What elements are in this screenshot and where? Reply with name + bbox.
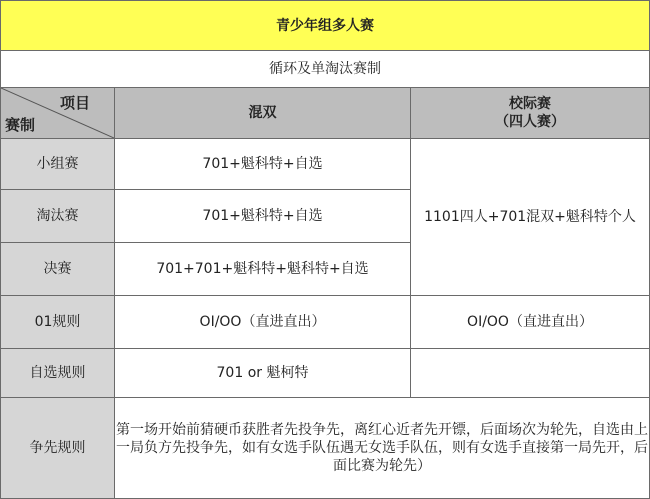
inter-school-header — [411, 88, 650, 139]
table-row — [1, 296, 650, 349]
table-row — [1, 139, 650, 190]
row-label-01-rules: 01规则 — [1, 296, 115, 349]
row-label-group-stage: 小组赛 — [1, 139, 115, 190]
corner-header-cell — [1, 88, 115, 139]
table-row — [1, 349, 650, 398]
format-header-label: 赛制 — [5, 116, 36, 134]
inter-school-header-line1: 校际赛 — [509, 96, 551, 112]
item-header-label: 项目 — [59, 94, 90, 112]
table-row — [1, 398, 650, 499]
cell-choice-rules-inter-empty — [411, 349, 650, 398]
cell-first-throw-rules-text: 第一场开始前猜硬币获胜者先投争先，离红心近者先开镖，后面场次为轮先，自选由上一局负方先投争先，如有女选手队伍遇无女选手队伍，则有女选手直接第一局先开，后面比赛为轮先） — [115, 398, 650, 499]
row-label-knockout: 淘汰赛 — [1, 190, 115, 243]
cell-final-mixed: 701+701+魁科特+魁科特+自选 — [115, 243, 411, 296]
table-title: 青少年组多人赛 — [1, 1, 650, 51]
table-subtitle: 循环及单淘汰赛制 — [1, 51, 650, 88]
header-row — [1, 88, 650, 139]
cell-01-rules-inter: OI/OO（直进直出） — [411, 296, 650, 349]
cell-choice-rules-mixed: 701 or 魁柯特 — [115, 349, 411, 398]
cell-01-rules-mixed: OI/OO（直进直出） — [115, 296, 411, 349]
mixed-doubles-header: 混双 — [115, 88, 411, 139]
inter-school-header-line2: （四人赛） — [495, 114, 565, 130]
title-row — [1, 1, 650, 51]
subtitle-row — [1, 51, 650, 88]
row-label-first-throw-rules: 争先规则 — [1, 398, 115, 499]
cell-group-stage-mixed: 701+魁科特+自选 — [115, 139, 411, 190]
cell-inter-school-merged: 1101四人+701混双+魁科特个人 — [411, 139, 650, 296]
row-label-final: 决赛 — [1, 243, 115, 296]
row-label-choice-rules: 自选规则 — [1, 349, 115, 398]
cell-knockout-mixed: 701+魁科特+自选 — [115, 190, 411, 243]
